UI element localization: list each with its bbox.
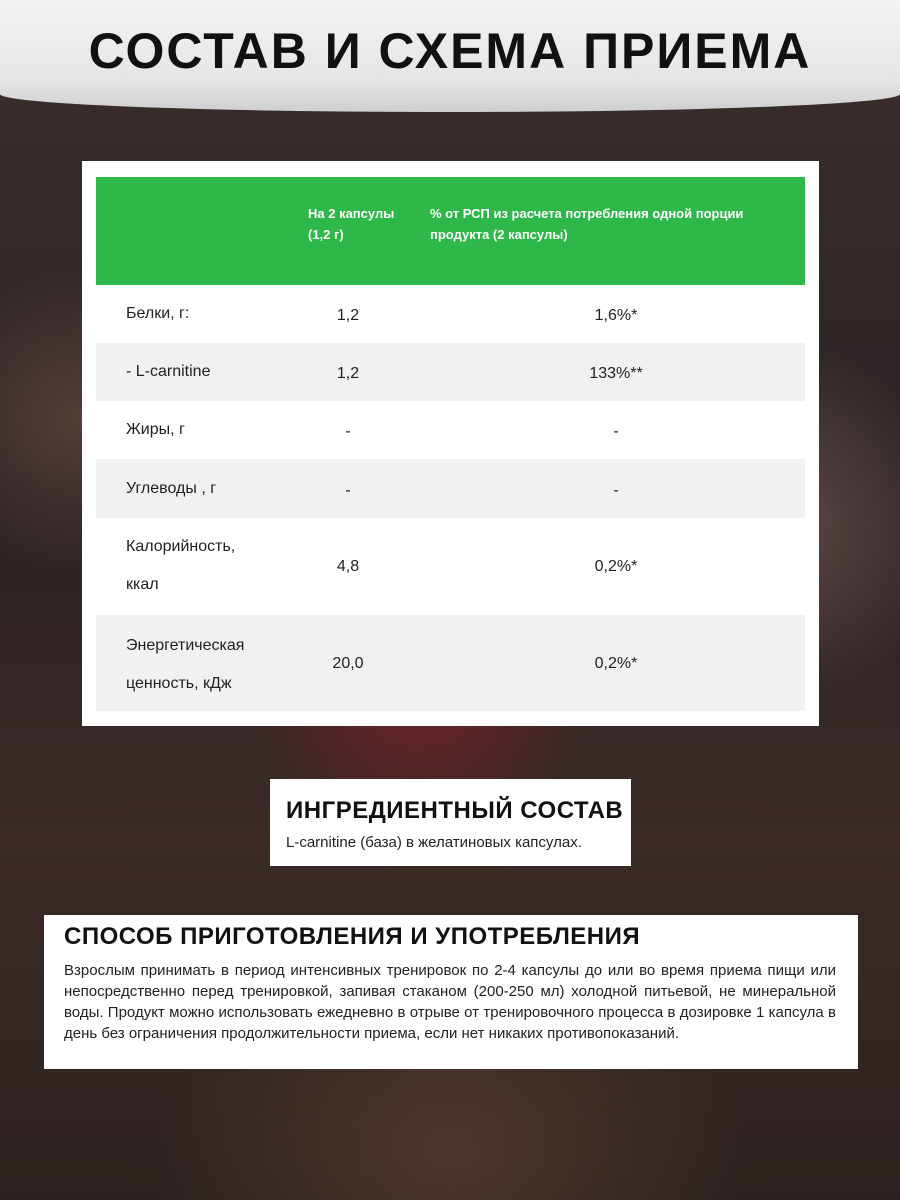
ingredients-text: L-carnitine (база) в желатиновых капсулах.	[286, 834, 582, 851]
ingredients-card	[270, 779, 631, 866]
row-value: -	[345, 482, 351, 499]
row-percent: -	[613, 482, 619, 499]
table-row	[96, 615, 805, 711]
usage-card	[44, 915, 858, 1069]
row-value: 20,0	[332, 655, 364, 672]
page-title: СОСТАВ И СХЕМА ПРИЕМА	[88, 23, 812, 79]
column-header-per-serving: На 2 капсулы (1,2 г)	[308, 206, 395, 242]
row-name: Углеводы , г	[126, 480, 217, 497]
row-percent: 1,6%*	[594, 307, 638, 324]
row-percent: 133%**	[589, 365, 643, 382]
table-row	[96, 459, 805, 518]
row-percent: 0,2%*	[594, 655, 638, 672]
table-row	[96, 518, 805, 615]
row-name: Калорийность, ккал	[126, 538, 236, 593]
nutrition-table	[82, 161, 819, 726]
row-name: Белки, г:	[126, 305, 190, 322]
row-name: Энергетическая ценность, кДж	[126, 637, 245, 692]
row-name: Жиры, г	[126, 421, 185, 438]
row-percent: 0,2%*	[594, 558, 638, 575]
usage-title: СПОСОБ ПРИГОТОВЛЕНИЯ И УПОТРЕБЛЕНИЯ	[64, 923, 641, 950]
row-percent: -	[613, 423, 619, 440]
row-value: -	[345, 423, 351, 440]
table-header	[96, 177, 805, 285]
row-value: 4,8	[336, 558, 360, 575]
table-row	[96, 285, 805, 343]
usage-text: Взрослым принимать в период интенсивных тренировок по 2-4 капсулы до или во время приема пищи или непосредственно перед тренировкой, запивая стаканом (200-250 мл) холодной питьевой, не минеральной воды. Продукт можно использовать ежедневно в отрыве от тренировочного процесса в дозировке 1 капсула в день без ограничения продолжительности приема, если нет никаких противопоказаний.	[64, 962, 836, 1042]
table-row	[96, 343, 805, 401]
row-value: 1,2	[336, 307, 360, 324]
column-header-daily-value: % от РСП из расчета потребления одной порции продукта (2 капсулы)	[430, 206, 744, 242]
table-row	[96, 401, 805, 459]
row-value: 1,2	[336, 365, 360, 382]
row-name: - L-carnitine	[126, 363, 211, 380]
ingredients-title: ИНГРЕДИЕНТНЫЙ СОСТАВ	[286, 797, 624, 824]
